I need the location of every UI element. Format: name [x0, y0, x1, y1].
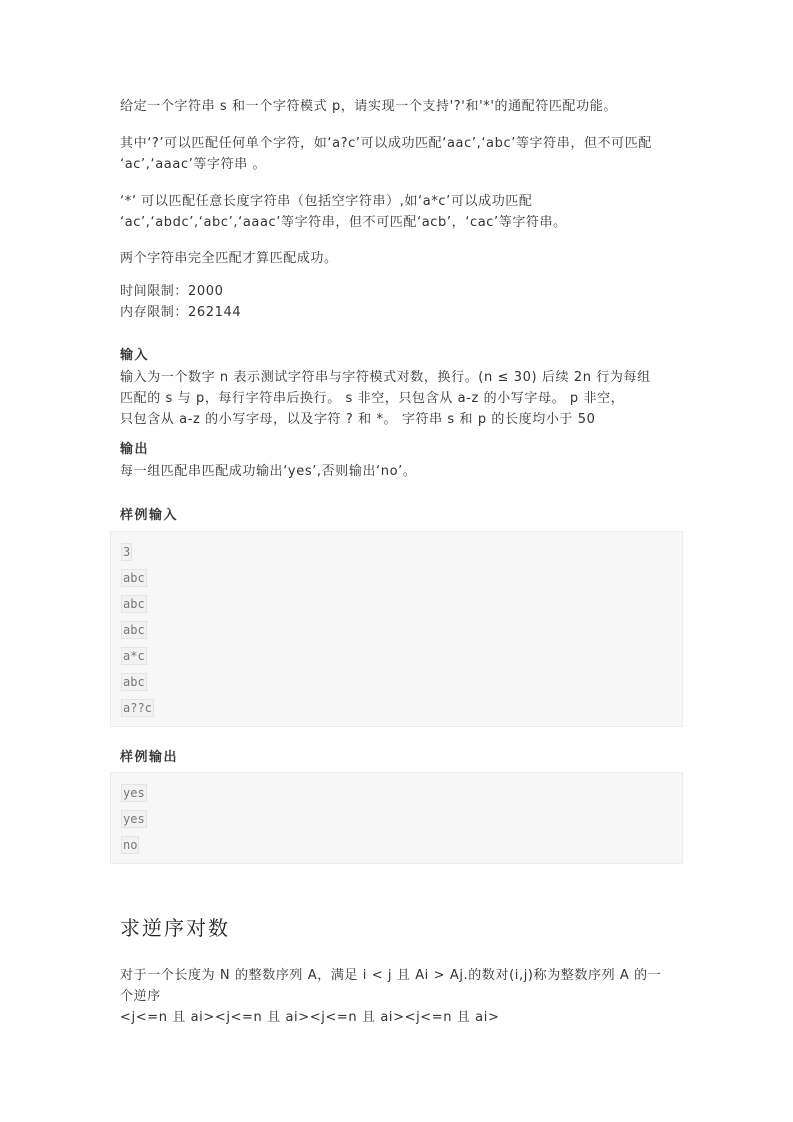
input-description-line3: 只包含从 a-z 的小写字母，以及字符 ? 和 *。 字符串 s 和 p 的长度均小于 50 — [120, 412, 596, 427]
input-heading: 输入 — [120, 348, 150, 363]
sample-output-line: no — [123, 838, 138, 852]
sample-input-line: abc — [123, 597, 145, 611]
sample-input-line: a*c — [123, 649, 145, 663]
output-description: 每一组匹配串匹配成功输出‘yes’,否则输出‘no’。 — [120, 464, 417, 479]
inversion-description-line3: <j<=n 且 ai><j<=n 且 ai><j<=n 且 ai><j<=n 且 ai> — [120, 1010, 500, 1025]
sample-input-line: abc — [123, 571, 145, 585]
memory-limit: 内存限制：262144 — [120, 305, 242, 320]
sample-input-line: a??c — [123, 701, 152, 715]
star-rule-line2: ‘ac’,‘abdc’,‘abc’,‘aaac’等字符串，但不可匹配‘acb’，‘cac’等字符串。 — [120, 215, 567, 230]
star-rule-line1: ‘*’ 可以匹配任意长度字符串（包括空字符串）,如‘a*c’可以成功匹配 — [120, 194, 533, 209]
inversion-description-line1: 对于一个长度为 N 的整数序列 A，满足 i < j 且 Ai > Aj.的数对(i,j)称为整数序列 A 的一 — [120, 968, 662, 983]
section-title: 求逆序对数 — [120, 916, 230, 940]
sample-input-line: 3 — [123, 545, 131, 559]
sample-input-box — [110, 531, 683, 727]
sample-output-line: yes — [123, 786, 145, 800]
time-limit: 时间限制：2000 — [120, 284, 224, 299]
input-description-line2: 匹配的 s 与 p，每行字符串后换行。 s 非空，只包含从 a-z 的小写字母。 p 非空， — [120, 391, 625, 406]
sample-input-heading: 样例输入 — [120, 508, 179, 523]
sample-output-box — [110, 772, 683, 864]
inversion-description-line2: 个逆序 — [120, 989, 161, 1004]
input-description-line1: 输入为一个数字 n 表示测试字符串与字符模式对数，换行。(n ≤ 30) 后续 2n 行为每组 — [120, 370, 651, 385]
question-mark-rule-line2: ‘ac’,‘aaac’等字符串 。 — [120, 157, 267, 172]
question-mark-rule-line1: 其中‘?’可以匹配任何单个字符，如‘a?c’可以成功匹配‘aac’,‘abc’等字符串，但不可匹配 — [120, 136, 652, 151]
problem-description: 给定一个字符串 s 和一个字符模式 p，请实现一个支持'?'和'*'的通配符匹配功能。 — [120, 99, 617, 114]
output-heading: 输出 — [120, 442, 150, 457]
sample-input-line: abc — [123, 675, 145, 689]
sample-output-heading: 样例输出 — [120, 750, 179, 765]
full-match-note: 两个字符串完全匹配才算匹配成功。 — [120, 251, 338, 266]
sample-input-line: abc — [123, 623, 145, 637]
sample-output-line: yes — [123, 812, 145, 826]
